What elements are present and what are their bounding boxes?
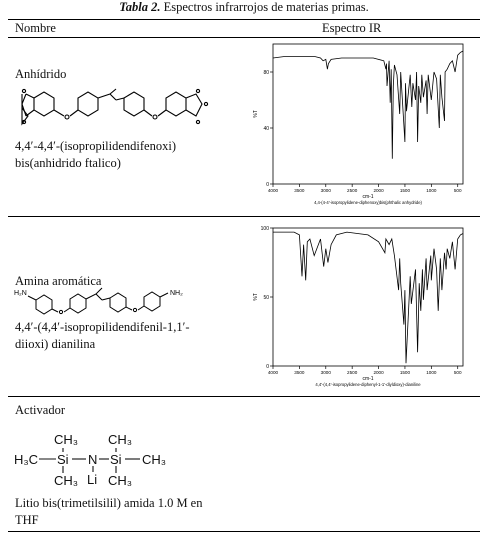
caption-label: Tabla 2. [119,0,161,14]
x-tick-label: 4000 [267,370,279,375]
plot-frame [273,44,463,184]
caption-text: Espectros infrarrojos de materias primas. [160,0,369,14]
column-header-ir-spectrum: Espectro IR [322,21,382,35]
structure-label-li: Li [87,472,98,487]
x-tick-label: 3000 [320,370,331,375]
plot-frame [273,228,463,366]
y-tick-label: 80 [263,70,269,76]
y-axis-label: %T [253,293,259,301]
x-tick-label: 3500 [294,370,305,375]
x-tick-label: 4000 [267,188,279,193]
amine-chemical-name-line2: diioxi) dianilina [15,337,96,351]
y-tick-label: 100 [260,226,269,232]
structure-label-ch3-top-left: CH₃ [54,432,79,447]
amine-chemical-name-line1: 4,4′-(4,4′-isopropilidendifenil-1,1′- [15,320,190,334]
y-axis-label: %T [253,110,259,118]
x-tick-label: 3000 [320,188,331,193]
row-category-activator: Activador [15,403,65,417]
structure-label-h3c: H₃C [14,452,39,467]
spectrum-compound-label: 4,4-(4-4'-isopropylidene-diphenoxy)bis(phthalic anhydride) [314,200,422,205]
amine-label-right: NH₂ [170,290,183,297]
x-tick-label: 1000 [426,188,437,193]
structure-label-n: N [88,452,98,467]
structure-label-ch3-right: CH₃ [142,452,167,467]
x-tick-label: 2500 [347,370,358,375]
table-bottom-rule [8,531,480,532]
spectrum-line [273,232,463,363]
row-divider-2 [8,396,480,397]
anhydride-structure [12,86,234,132]
x-tick-label: 1500 [399,370,411,375]
y-tick-label: 0 [266,364,269,370]
x-tick-label: 500 [453,370,462,375]
y-tick-label: 50 [263,295,269,301]
ir-spectrum-anhydride [248,38,480,216]
activator-reagent-line2: THF [15,513,39,527]
x-tick-label: 1500 [399,188,411,193]
row-category-amine: Amina aromática [15,274,102,288]
structure-label-si-right: Si [110,452,122,467]
row-category-anhydride: Anhídrido [15,67,67,81]
anhydride-chemical-name-line2: bis(anhidrido ftalico) [15,156,121,170]
anhydride-chemical-name-line1: 4,4′-4,4′-(isopropilidendifenoxi) [15,139,176,153]
table-caption [0,0,488,15]
amine-structure [12,284,212,318]
row-divider-1 [8,216,480,217]
column-header-name: Nombre [15,21,56,35]
x-tick-label: 2000 [373,370,384,375]
activator-reagent-line1: Litio bis(trimetilsilil) amida 1.0 M en [15,496,203,510]
x-axis-label: cm-1 [362,376,374,382]
spectrum-line [273,51,463,159]
y-tick-label: 0 [266,182,269,188]
ir-spectrum-amine [248,220,480,396]
table-top-rule [8,19,480,20]
x-tick-label: 3500 [294,188,305,193]
structure-label-ch3-bottom-right: CH₃ [108,473,133,488]
x-tick-label: 500 [453,188,462,193]
amine-label-left: H₂N [14,290,27,297]
y-tick-label: 40 [263,126,269,132]
lihmds-structure [12,428,182,492]
x-tick-label: 2000 [373,188,384,193]
structure-label-ch3-top-right: CH₃ [108,432,133,447]
spectrum-compound-label: 4,4'-(4,4'-isopropylidene-diphenyl-1-1'-diyldioxy)-dianiline [315,382,421,387]
structure-label-ch3-bottom-left: CH₃ [54,473,79,488]
x-tick-label: 2500 [347,188,358,193]
x-tick-label: 1000 [426,370,437,375]
x-axis-label: cm-1 [362,194,374,200]
structure-label-si-left: Si [57,452,69,467]
